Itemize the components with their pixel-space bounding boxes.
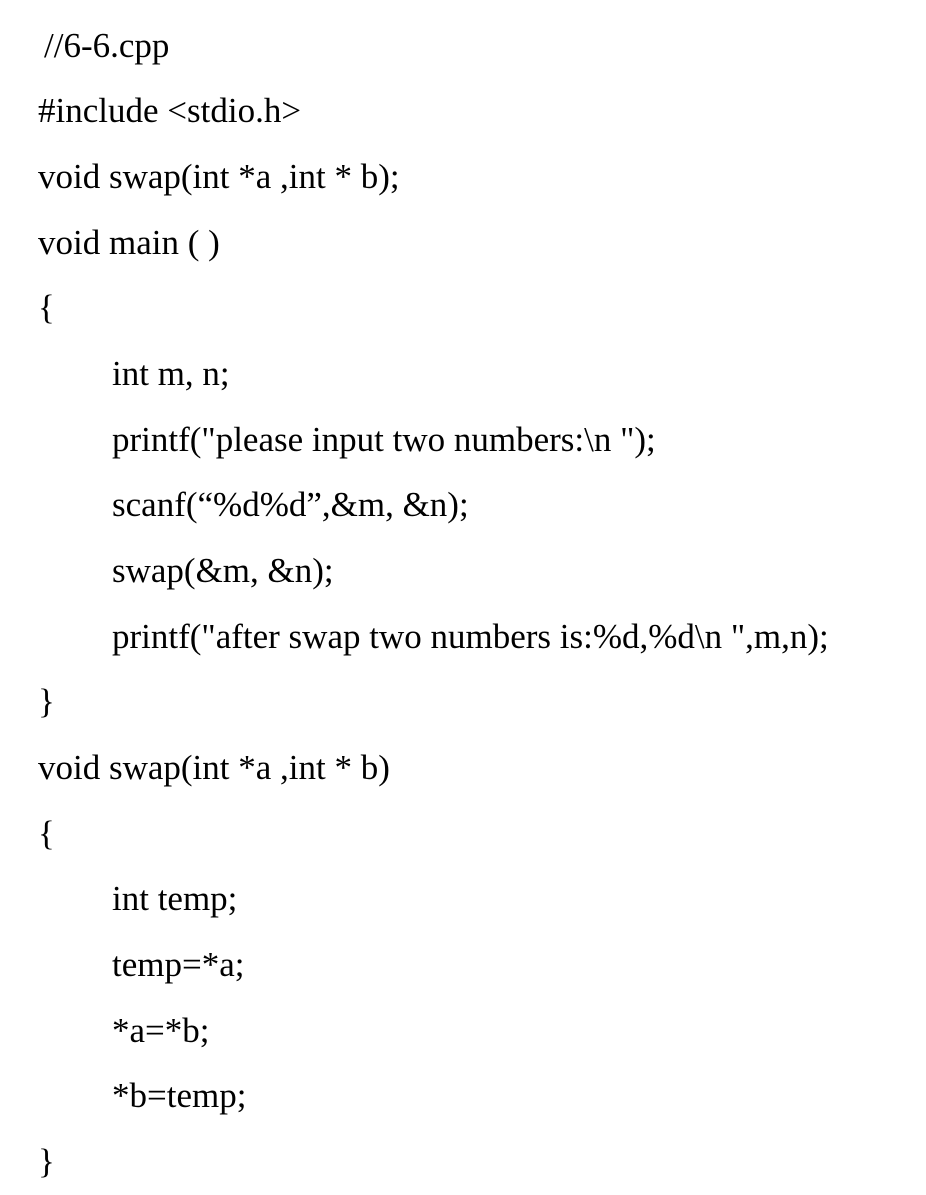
code-line-scanf: scanf(“%d%d”,&m, &n); <box>112 485 469 524</box>
code-line-declare-temp: int temp; <box>112 879 238 918</box>
code-line-printf-prompt: printf("please input two numbers:\n "); <box>112 420 656 459</box>
code-line-swap-open-brace: { <box>38 814 55 853</box>
code-line-main-open-brace: { <box>38 288 55 327</box>
code-line-swap-prototype: void swap(int *a ,int * b); <box>38 157 400 196</box>
code-line-swap-call: swap(&m, &n); <box>112 551 334 590</box>
code-line-declare-vars: int m, n; <box>112 354 230 393</box>
code-line-swap-definition: void swap(int *a ,int * b) <box>38 748 390 787</box>
code-line-b-assign: *b=temp; <box>112 1076 247 1115</box>
code-line-a-assign: *a=*b; <box>112 1011 210 1050</box>
code-line-temp-assign: temp=*a; <box>112 945 245 984</box>
code-line-swap-close-brace: } <box>38 1142 55 1181</box>
code-line-include: #include <stdio.h> <box>38 91 302 130</box>
code-line-printf-result: printf("after swap two numbers is:%d,%d\n ",m,n); <box>112 617 829 656</box>
file-name-comment: //6-6.cpp <box>44 26 170 65</box>
code-line-main-signature: void main ( ) <box>38 223 220 262</box>
code-line-main-close-brace: } <box>38 682 55 721</box>
